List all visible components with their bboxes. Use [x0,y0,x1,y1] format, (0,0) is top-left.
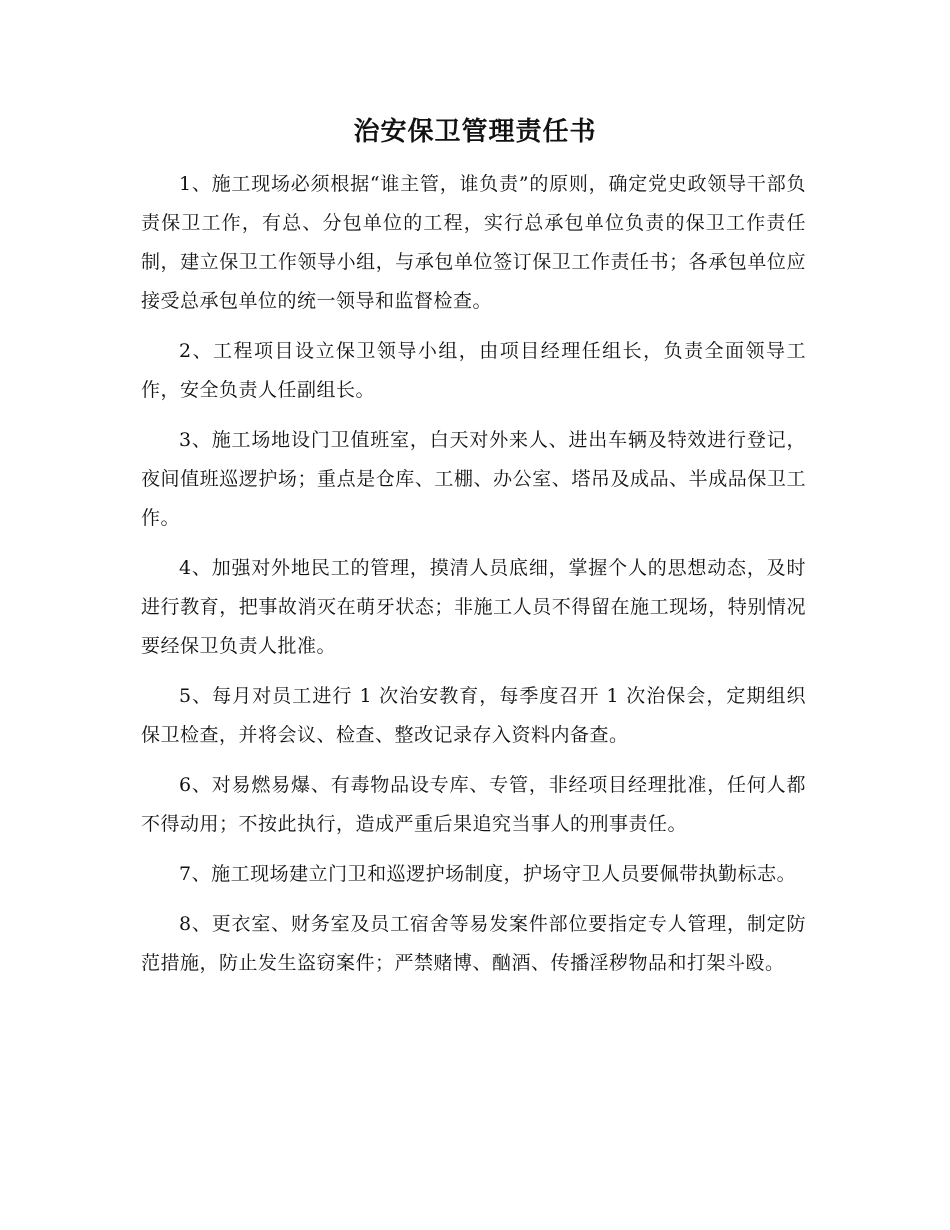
paragraph-8: 8、更衣室、财务室及员工宿舍等易发案件部位要指定专人管理，制定防范措施，防止发生盗窃案件；严禁赌博、酗酒、传播淫秽物品和打架斗殴。 [141,913,806,974]
paragraph-5: 5、每月对员工进行 1 次治安教育，每季度召开 1 次治保会，定期组织保卫检查，并将会议、检查、整改记录存入资料内备查。 [141,685,806,746]
paragraph-3: 3、施工场地设门卫值班室，白天对外来人、进出车辆及特效进行登记，夜间值班巡逻护场；重点是仓库、工棚、办公室、塔吊及成品、半成品保卫工作。 [141,429,806,529]
document-body [141,165,806,994]
paragraph-6: 6、对易燃易爆、有毒物品设专库、专管，非经项目经理批准，任何人都不得动用；不按此执行，造成严重后果追究当事人的刑事责任。 [141,774,806,835]
paragraph-2: 2、工程项目设立保卫领导小组，由项目经理任组长，负责全面领导工作，安全负责人任副组长。 [141,340,806,401]
paragraph-4: 4、加强对外地民工的管理，摸清人员底细，掌握个人的思想动态，及时进行教育，把事故消灭在萌牙状态；非施工人员不得留在施工现场，特别情况要经保卫负责人批准。 [141,557,806,657]
paragraph-1: 1、施工现场必须根据“谁主管，谁负责”的原则，确定党史政领导干部负责保卫工作，有总、分包单位的工程，实行总承包单位负责的保卫工作责任制，建立保卫工作领导小组，与承包单位签订保卫工作责任书；各承包单位应接受总承包单位的统一领导和监督检查。 [141,173,806,312]
paragraph-7: 7、施工现场建立门卫和巡逻护场制度，护场守卫人员要佩带执勤标志。 [179,863,797,885]
document-title: 治安保卫管理责任书 [353,117,597,147]
